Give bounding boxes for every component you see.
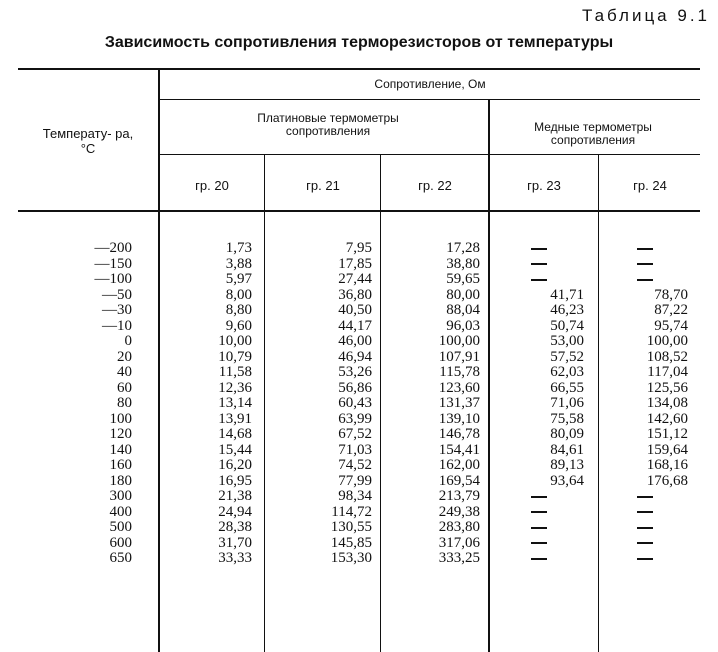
table-cell	[494, 257, 584, 273]
table-cell: 40	[117, 364, 132, 380]
table-cell: 63,99	[338, 410, 372, 427]
table-cell: 131,37	[438, 395, 480, 411]
table-cell: 8,00	[225, 286, 252, 303]
table-cell: —150	[94, 255, 132, 272]
table-cell: 38,80	[446, 255, 480, 272]
table-cell: 28,38	[218, 519, 252, 535]
table-cell: 20	[117, 348, 132, 365]
table-cell: 66,55	[550, 379, 584, 396]
table-cell: 80,00	[446, 286, 480, 303]
table-cell	[602, 489, 688, 505]
gr23-gr24-rule	[598, 155, 599, 652]
gr20-column	[168, 241, 252, 567]
table-cell: 9,60	[225, 317, 252, 334]
table-cell: 95,74	[654, 317, 688, 334]
table-cell: 100,00	[438, 333, 480, 349]
table-cell: 162,00	[438, 457, 480, 473]
gr21-gr22-rule	[380, 155, 381, 652]
table-cell: 53,00	[550, 333, 584, 349]
temp-column-rule	[158, 68, 160, 652]
table-cell: —30	[102, 302, 132, 318]
table-cell: 600	[109, 534, 132, 551]
table-cell: 21,38	[218, 488, 252, 504]
group-header-22: гр. 22	[418, 178, 452, 193]
table-cell: 24,94	[218, 503, 252, 520]
copper-header: Медные термометры сопротивления	[534, 120, 652, 147]
table-cell: 80	[117, 395, 132, 411]
table-cell: 8,80	[225, 302, 252, 318]
table-cell: 153,30	[330, 550, 372, 566]
table-cell: —100	[94, 271, 132, 287]
table-cell: 400	[109, 503, 132, 520]
table-cell: 67,52	[338, 426, 372, 442]
table-cell: 7,95	[345, 240, 372, 256]
table-cell: 33,33	[218, 550, 252, 566]
table-cell: 117,04	[647, 364, 688, 380]
table-cell: 500	[109, 519, 132, 535]
dash-mark	[637, 558, 653, 560]
table-cell: 78,70	[654, 286, 688, 303]
group-header-rule	[158, 154, 700, 155]
table-cell: 80,09	[550, 426, 584, 442]
table-cell: 77,99	[338, 472, 372, 489]
table-cell: 107,91	[438, 348, 480, 365]
table-cell: 115,78	[439, 364, 480, 380]
dash-mark	[637, 542, 653, 544]
resistance-table	[18, 68, 718, 652]
table-cell: 140	[109, 441, 132, 458]
table-cell: 15,44	[218, 441, 252, 458]
table-cell: 96,03	[446, 317, 480, 334]
dash-mark	[637, 511, 653, 513]
table-cell	[602, 520, 688, 536]
group-header-21: гр. 21	[306, 178, 340, 193]
table-cell: 145,85	[330, 534, 372, 551]
table-cell: —50	[102, 286, 132, 303]
table-cell: 60	[117, 379, 132, 396]
gr22-column	[384, 241, 480, 567]
table-cell: 1,73	[225, 240, 252, 256]
table-cell	[494, 505, 584, 521]
table-cell: 146,78	[438, 426, 480, 442]
table-cell: 160	[109, 457, 132, 473]
table-cell: 71,06	[550, 395, 584, 411]
table-cell: 98,34	[338, 488, 372, 504]
table-cell: 333,25	[438, 550, 480, 566]
table-cell: 14,68	[218, 426, 252, 442]
group-header-23: гр. 23	[527, 178, 561, 193]
table-cell: 154,41	[438, 441, 480, 458]
table-cell: 36,80	[338, 286, 372, 303]
table-cell: 13,14	[218, 395, 252, 411]
resistance-header-rule	[158, 99, 700, 100]
table-cell	[494, 489, 584, 505]
table-cell: 44,17	[338, 317, 372, 334]
dash-mark	[531, 511, 547, 513]
table-cell: 62,03	[550, 364, 584, 380]
table-cell: 17,28	[446, 240, 480, 256]
table-cell: 249,38	[438, 503, 480, 520]
table-cell	[602, 241, 688, 257]
group-header-20: гр. 20	[195, 178, 229, 193]
table-cell: 0	[124, 333, 132, 349]
table-cell: 100,00	[646, 333, 688, 349]
table-cell: 50,74	[550, 317, 584, 334]
table-cell	[494, 536, 584, 552]
table-cell: 11,58	[218, 364, 252, 380]
dash-mark	[531, 263, 547, 265]
dash-mark	[531, 496, 547, 498]
table-cell: 169,54	[438, 472, 480, 489]
table-cell: 114,72	[331, 503, 372, 520]
dash-mark	[637, 496, 653, 498]
table-cell: 40,50	[338, 302, 372, 318]
table-cell: 213,79	[438, 488, 480, 504]
table-cell: 134,08	[646, 395, 688, 411]
dash-mark	[531, 279, 547, 281]
table-cell	[602, 536, 688, 552]
table-cell: 46,23	[550, 302, 584, 318]
table-cell: 27,44	[338, 271, 372, 287]
table-cell: 317,06	[438, 534, 480, 551]
table-cell: 10,79	[218, 348, 252, 365]
table-cell: 46,94	[338, 348, 372, 365]
table-cell: 10,00	[218, 333, 252, 349]
table-cell: 159,64	[646, 441, 688, 458]
table-cell: 75,58	[550, 410, 584, 427]
platinum-header: Платиновые термометры сопротивления	[257, 111, 399, 138]
dash-mark	[531, 542, 547, 544]
table-cell: 57,52	[550, 348, 584, 365]
table-cell	[602, 505, 688, 521]
table-cell: 56,86	[338, 379, 372, 396]
table-cell	[494, 272, 584, 288]
table-cell: 151,12	[646, 426, 688, 442]
table-cell: 100	[109, 410, 132, 427]
table-cell: 46,00	[338, 333, 372, 349]
table-cell: 12,36	[218, 379, 252, 396]
dash-mark	[531, 558, 547, 560]
dash-mark	[637, 263, 653, 265]
resistance-header: Сопротивление, Ом	[374, 77, 486, 91]
table-cell: 59,65	[446, 271, 480, 287]
table-cell: 87,22	[654, 302, 688, 318]
table-cell: 283,80	[438, 519, 480, 535]
table-cell: 71,03	[338, 441, 372, 458]
table-cell: 120	[109, 426, 132, 442]
table-cell	[602, 551, 688, 567]
table-cell: 16,95	[218, 472, 252, 489]
table-number: Таблица 9.1	[581, 6, 710, 25]
table-cell: 88,04	[446, 302, 480, 318]
gr20-gr21-rule	[264, 155, 265, 652]
table-cell: 139,10	[438, 410, 480, 427]
gr23-column	[494, 241, 584, 567]
table-cell: 93,64	[550, 472, 584, 489]
table-cell: 31,70	[218, 534, 252, 551]
table-cell: 74,52	[338, 457, 372, 473]
dash-mark	[531, 527, 547, 529]
dash-mark	[637, 527, 653, 529]
table-cell: 130,55	[330, 519, 372, 535]
table-cell	[494, 551, 584, 567]
table-cell: 3,88	[225, 255, 252, 272]
table-cell: 5,97	[225, 271, 252, 287]
table-cell: 650	[109, 550, 132, 566]
temperature-header: Температу- ра, °С	[42, 126, 134, 156]
top-rule	[18, 68, 700, 70]
table-cell: 60,43	[338, 395, 372, 411]
dash-mark	[531, 248, 547, 250]
group-header-24: гр. 24	[633, 178, 667, 193]
temperature-column	[48, 241, 132, 567]
gr21-column	[268, 241, 372, 567]
table-cell: 176,68	[646, 472, 688, 489]
table-cell: 123,60	[438, 379, 480, 396]
table-cell: 17,85	[338, 255, 372, 272]
table-cell: 41,71	[550, 286, 584, 303]
table-cell: 53,26	[338, 364, 372, 380]
table-cell	[602, 257, 688, 273]
gr24-column	[602, 241, 688, 567]
table-cell: 300	[109, 488, 132, 504]
dash-mark	[637, 248, 653, 250]
table-cell	[602, 272, 688, 288]
table-caption: Зависимость сопротивления терморезисторов от температуры	[104, 34, 614, 51]
table-cell: 168,16	[646, 457, 688, 473]
table-cell: —10	[102, 317, 132, 334]
dash-mark	[637, 279, 653, 281]
table-cell: 16,20	[218, 457, 252, 473]
table-cell: 13,91	[218, 410, 252, 427]
table-cell	[494, 520, 584, 536]
table-cell: 84,61	[550, 441, 584, 458]
table-cell: 89,13	[550, 457, 584, 473]
table-cell: —200	[94, 240, 132, 256]
table-cell: 125,56	[646, 379, 688, 396]
table-cell: 180	[109, 472, 132, 489]
table-cell: 108,52	[646, 348, 688, 365]
table-cell	[494, 241, 584, 257]
table-cell: 142,60	[646, 410, 688, 427]
